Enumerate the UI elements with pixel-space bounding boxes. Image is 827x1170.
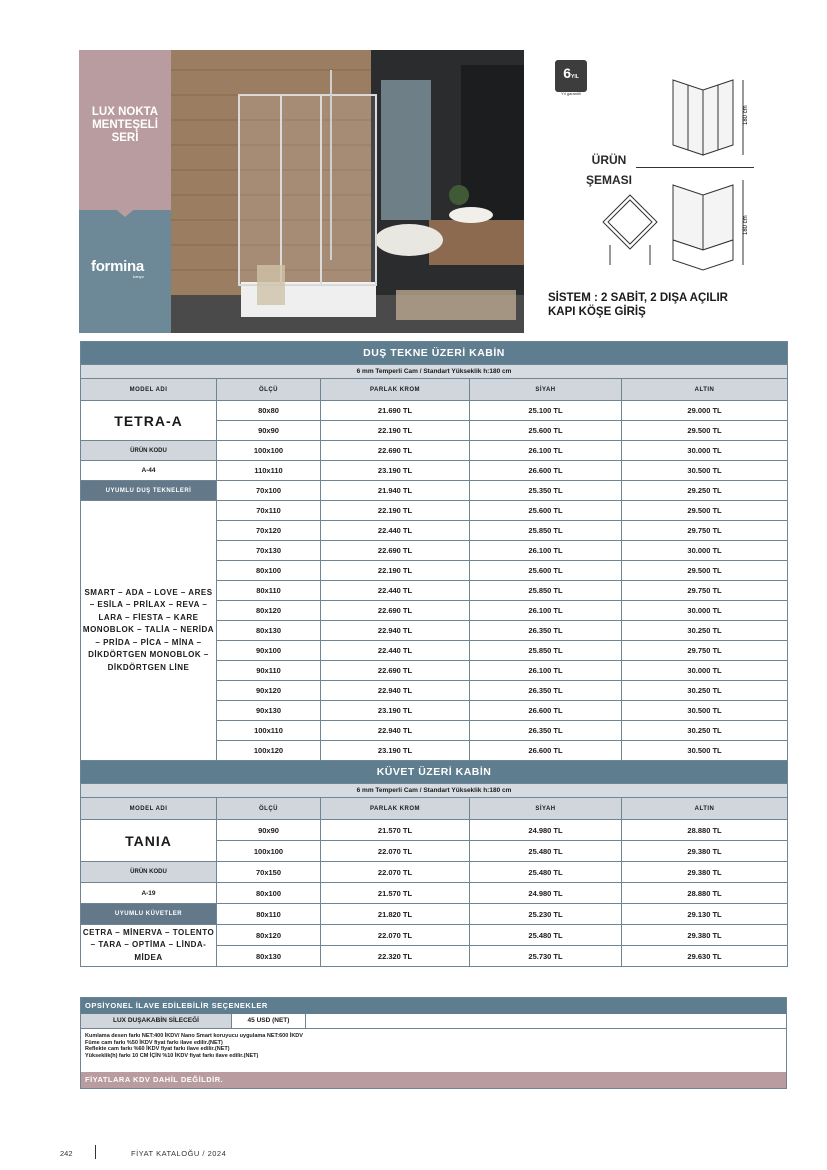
shower-cabin-photo [171, 50, 524, 333]
column-header: MODEL ADI [81, 798, 217, 820]
price-chrome: 22.440 TL [321, 641, 470, 661]
shower-tray-cabin-table [80, 341, 788, 761]
price-chrome: 22.190 TL [321, 421, 470, 441]
size-cell: 100x100 [217, 441, 321, 461]
column-header: ÖLÇÜ [217, 379, 321, 401]
price-black: 24.980 TL [470, 883, 622, 904]
table-row [81, 461, 788, 481]
price-black: 25.480 TL [470, 862, 622, 883]
price-black: 25.730 TL [470, 946, 622, 967]
price-gold: 29.750 TL [622, 641, 788, 661]
price-black: 25.850 TL [470, 581, 622, 601]
price-gold: 29.380 TL [622, 841, 788, 862]
price-chrome: 22.190 TL [321, 561, 470, 581]
size-cell: 70x100 [217, 481, 321, 501]
table-row [81, 925, 788, 946]
warranty-suffix: YIL [571, 74, 579, 80]
compatible-list: CETRA – MİNERVA – TOLENTO – TARA – OPTİMA – LİNDA-MİDEA [81, 925, 217, 967]
product-code: A-44 [81, 461, 217, 481]
price-gold: 30.000 TL [622, 661, 788, 681]
compatible-label: UYUMLU DUŞ TEKNELERİ [81, 481, 217, 501]
hero-image [79, 50, 524, 333]
size-cell: 90x90 [217, 421, 321, 441]
price-gold: 29.630 TL [622, 946, 788, 967]
height-top-label: 180 cm [743, 105, 749, 125]
price-black: 25.100 TL [470, 401, 622, 421]
options-note: Yükseklik(h) farkı 10 CM İÇİN %10 İKDV fiyat farkı ilave edilir.(NET) [85, 1053, 259, 1060]
size-cell: 70x120 [217, 521, 321, 541]
price-chrome: 21.940 TL [321, 481, 470, 501]
size-cell: 90x90 [217, 820, 321, 841]
system-title: SİSTEM : 2 SABİT, 2 DIŞA AÇILIR KAPI KÖŞE GİRİŞ [548, 292, 728, 318]
column-header: MODEL ADI [81, 379, 217, 401]
price-black: 26.100 TL [470, 441, 622, 461]
warranty-caption: Yıl garantili [561, 91, 581, 96]
size-cell: 100x110 [217, 721, 321, 741]
price-black: 26.600 TL [470, 461, 622, 481]
price-gold: 30.500 TL [622, 741, 788, 761]
column-header: PARLAK KROM [321, 798, 470, 820]
price-chrome: 22.070 TL [321, 862, 470, 883]
price-gold: 29.000 TL [622, 401, 788, 421]
table-subtitle: 6 mm Temperli Cam / Standart Yükseklik h:180 cm [81, 784, 788, 798]
size-cell: 80x100 [217, 883, 321, 904]
price-gold: 30.250 TL [622, 621, 788, 641]
size-cell: 80x120 [217, 925, 321, 946]
table-row [81, 401, 788, 421]
price-gold: 30.000 TL [622, 601, 788, 621]
price-black: 26.100 TL [470, 601, 622, 621]
table-title: DUŞ TEKNE ÜZERİ KABİN [81, 342, 788, 365]
size-cell: 80x110 [217, 904, 321, 925]
size-cell: 110x110 [217, 461, 321, 481]
page-number: 242 [60, 1149, 73, 1158]
price-chrome: 22.690 TL [321, 441, 470, 461]
options-note: Füme cam farkı %50 İKDV fiyat farkı ilave edilir.(NET) [85, 1039, 223, 1046]
footer-separator [95, 1145, 96, 1159]
size-cell: 90x120 [217, 681, 321, 701]
price-chrome: 22.320 TL [321, 946, 470, 967]
options-note: Kumlama desen farkı NET:400 İKDV/ Nano Smart koruyucu uygulama NET:600 İKDV [85, 1033, 303, 1039]
column-header: ÖLÇÜ [217, 798, 321, 820]
size-cell: 90x110 [217, 661, 321, 681]
options-row-label: LUX DUŞAKABİN SİLECEĞİ [81, 1014, 232, 1028]
price-black: 26.350 TL [470, 721, 622, 741]
panel-notch [113, 207, 137, 217]
price-gold: 29.380 TL [622, 862, 788, 883]
size-cell: 90x100 [217, 641, 321, 661]
size-cell: 80x100 [217, 561, 321, 581]
options-title: OPSİYONEL İLAVE EDİLEBİLİR SEÇENEKLER [81, 998, 786, 1014]
price-black: 26.600 TL [470, 741, 622, 761]
table-row [81, 904, 788, 925]
price-chrome: 21.690 TL [321, 401, 470, 421]
price-black: 25.600 TL [470, 501, 622, 521]
price-gold: 30.000 TL [622, 541, 788, 561]
size-cell: 90x130 [217, 701, 321, 721]
price-black: 25.600 TL [470, 421, 622, 441]
table-title: KÜVET ÜZERİ KABİN [81, 761, 788, 784]
price-black: 24.980 TL [470, 820, 622, 841]
product-code-label: ÜRÜN KODU [81, 441, 217, 461]
price-gold: 28.880 TL [622, 820, 788, 841]
size-cell: 80x80 [217, 401, 321, 421]
price-gold: 29.500 TL [622, 561, 788, 581]
price-black: 26.350 TL [470, 681, 622, 701]
column-header: SİYAH [470, 379, 622, 401]
price-gold: 29.750 TL [622, 581, 788, 601]
price-chrome: 23.190 TL [321, 741, 470, 761]
price-black: 25.600 TL [470, 561, 622, 581]
size-cell: 70x150 [217, 862, 321, 883]
table-row [81, 883, 788, 904]
price-chrome: 22.690 TL [321, 541, 470, 561]
series-title: LUX NOKTA MENTEŞELİ SERİ [91, 106, 159, 144]
price-black: 25.850 TL [470, 641, 622, 661]
price-black: 26.100 TL [470, 541, 622, 561]
price-black: 25.350 TL [470, 481, 622, 501]
footer-title: FİYAT KATALOĞU / 2024 [131, 1149, 227, 1158]
price-chrome: 23.190 TL [321, 701, 470, 721]
price-gold: 30.500 TL [622, 461, 788, 481]
compatible-list: SMART – ADA – LOVE – ARES – ESİLA – PRİLAX – REVA – LARA – FİESTA – KARE MONOBLOK – TALİA – NERİDA – PRİDA – PİCA – MİNA – DİKDÖRTGEN MONOBLOK – DİKDÖRTGEN LİNE [81, 501, 217, 761]
price-black: 25.480 TL [470, 925, 622, 946]
price-black: 26.600 TL [470, 701, 622, 721]
column-header: ALTIN [622, 379, 788, 401]
table-row [81, 862, 788, 883]
price-gold: 29.750 TL [622, 521, 788, 541]
table-row [81, 481, 788, 501]
table-row [81, 501, 788, 521]
height-bottom-label: 180 cm [743, 215, 749, 235]
column-header: ALTIN [622, 798, 788, 820]
size-cell: 100x100 [217, 841, 321, 862]
warranty-years: 6 [563, 65, 571, 81]
price-gold: 30.000 TL [622, 441, 788, 461]
price-black: 25.480 TL [470, 841, 622, 862]
price-chrome: 22.690 TL [321, 601, 470, 621]
bathtub-cabin-table [80, 760, 788, 967]
model-name: TETRA-A [81, 401, 217, 441]
size-cell: 70x110 [217, 501, 321, 521]
table-row [81, 820, 788, 841]
price-gold: 30.500 TL [622, 701, 788, 721]
price-gold: 29.130 TL [622, 904, 788, 925]
price-gold: 29.250 TL [622, 481, 788, 501]
price-chrome: 22.940 TL [321, 721, 470, 741]
size-cell: 70x130 [217, 541, 321, 561]
vat-notice: FİYATLARA KDV DAHİL DEĞİLDİR. [81, 1072, 786, 1088]
price-black: 25.850 TL [470, 521, 622, 541]
compatible-label: UYUMLU KÜVETLER [81, 904, 217, 925]
price-chrome: 22.440 TL [321, 581, 470, 601]
table-row [81, 441, 788, 461]
size-cell: 80x120 [217, 601, 321, 621]
price-black: 25.230 TL [470, 904, 622, 925]
price-chrome: 22.690 TL [321, 661, 470, 681]
price-chrome: 22.190 TL [321, 501, 470, 521]
column-header: PARLAK KROM [321, 379, 470, 401]
brand-logo-sub: banyo [133, 274, 144, 279]
size-cell: 80x130 [217, 621, 321, 641]
price-chrome: 22.070 TL [321, 841, 470, 862]
price-gold: 29.500 TL [622, 421, 788, 441]
warranty-badge [555, 60, 587, 92]
product-code-label: ÜRÜN KODU [81, 862, 217, 883]
price-chrome: 23.190 TL [321, 461, 470, 481]
options-note: Reflekte cam farkı %60 İKDV fiyat farkı ilave edilir.(NET) [85, 1046, 230, 1053]
price-black: 26.100 TL [470, 661, 622, 681]
price-black: 26.350 TL [470, 621, 622, 641]
size-cell: 100x120 [217, 741, 321, 761]
price-chrome: 21.820 TL [321, 904, 470, 925]
size-cell: 80x130 [217, 946, 321, 967]
schema-label: ÜRÜN ŞEMASI [586, 153, 633, 187]
price-chrome: 22.440 TL [321, 521, 470, 541]
options-notes [85, 1033, 303, 1060]
size-cell: 80x110 [217, 581, 321, 601]
price-gold: 29.380 TL [622, 925, 788, 946]
price-gold: 28.880 TL [622, 883, 788, 904]
brand-logo: formina [91, 258, 144, 275]
price-gold: 30.250 TL [622, 721, 788, 741]
column-header: SİYAH [470, 798, 622, 820]
price-chrome: 21.570 TL [321, 883, 470, 904]
table-subtitle: 6 mm Temperli Cam / Standart Yükseklik h:180 cm [81, 365, 788, 379]
price-gold: 29.500 TL [622, 501, 788, 521]
price-chrome: 21.570 TL [321, 820, 470, 841]
price-gold: 30.250 TL [622, 681, 788, 701]
options-box [80, 997, 787, 1089]
price-chrome: 22.940 TL [321, 681, 470, 701]
product-code: A-19 [81, 883, 217, 904]
product-schema-diagram [595, 70, 765, 275]
options-row [81, 1014, 786, 1029]
model-name: TANIA [81, 820, 217, 862]
price-chrome: 22.070 TL [321, 925, 470, 946]
price-chrome: 22.940 TL [321, 621, 470, 641]
options-row-value: 45 USD (NET) [232, 1014, 306, 1028]
